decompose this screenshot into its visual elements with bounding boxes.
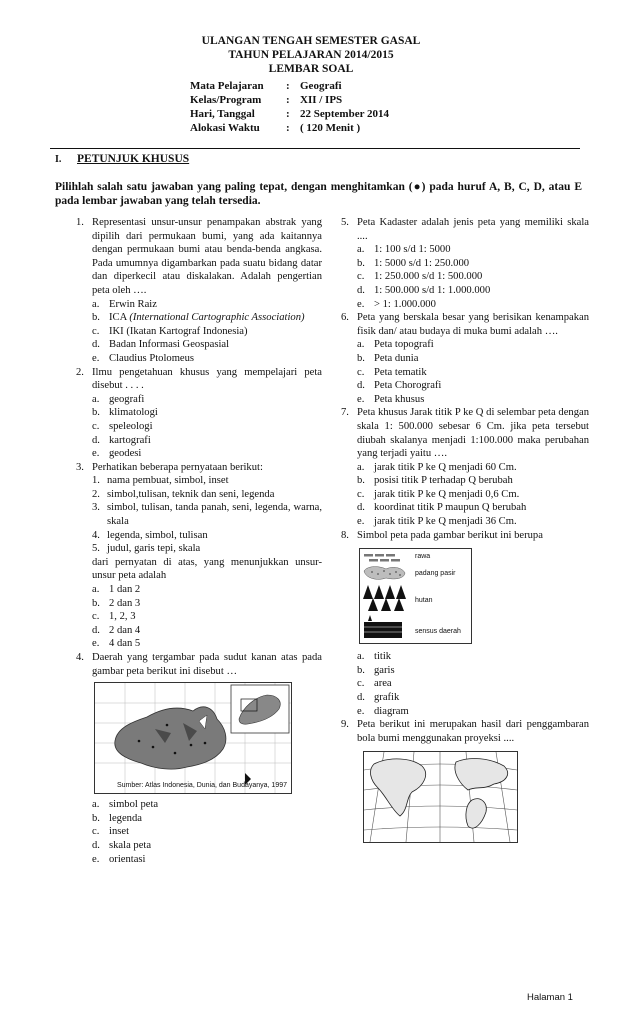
map-caption: Sumber: Atlas Indonesia, Dunia, dan Budayanya, 1997 [116,781,287,789]
option: a. geografi [92,393,145,405]
island-map-icon [95,683,291,793]
option: a. 1 dan 2 [92,584,141,596]
statement: 3. simbol, tulisan, tanda panah, seni, legenda, warna, skala [92,502,322,528]
option: d. koordinat titik P maupun Q berubah [357,502,527,514]
option: b. klimatologi [92,407,158,419]
option: b. 2 dan 3 [92,597,141,609]
statement: 1. nama pembuat, simbol, inset [92,475,229,487]
option: c. 1: 250.000 s/d 1: 500.000 [357,271,483,283]
option: b. ICA (International Cartographic Association) [92,312,305,324]
info-row-subject: Mata Pelajaran : Geografi [190,80,342,92]
option: c. jarak titik P ke Q menjadi 0,6 Cm. [357,488,520,500]
option: e. diagram [357,705,409,717]
header-sheet: LEMBAR SOAL [268,63,354,75]
option: a. Peta topografi [357,339,434,351]
question-6: 6. Peta yang berskala besar yang berisikan kenampakan fisik dan/ atau budaya di muka bumi adalah …. a. Peta topografi b. Peta dunia c. Peta tematik d. Peta Chorografi e. Peta khusus [341,312,589,405]
question-2: 2. Ilmu pengetahuan khusus yang mempelajari peta disebut . . . . a. geografi b. klimatologi c. speleologi d. kartografi e. geodesi [76,366,322,460]
info-row-date: Hari, Tanggal : 22 September 2014 [190,108,390,120]
statement: 4. legenda, simbol, tulisan [92,529,208,541]
option: e. 4 dan 5 [92,638,141,650]
section-heading: I. PETUNJUK KHUSUS [55,153,190,165]
info-row-time: Alokasi Waktu : ( 120 Menit ) [190,122,361,134]
option: b. legenda [92,812,142,824]
question-9: 9. Peta berikut ini merupakan hasil dari penggambaran bola bumi menggunakan proyeksi .... [341,718,589,843]
question-7: 7. Peta khusus Jarak titik P ke Q di selembar peta dengan skala 1: 500.000 sebesar 6 Cm. jika peta tersebut diubah skalanya menjadi 1:100.000 maka perubahan yang terjadi yaitu …. a. jarak titik P ke Q menjadi 60 Cm. b. posisi titik P terhadap Q berubah c. jarak titik P ke Q menjadi 0,6 Cm. d. koordinat titik P maupun Q berubah e. jarak titik P ke Q menjadi 36 Cm. [341,407,589,528]
option: d. 1: 500.000 s/d 1: 1.000.000 [357,284,491,296]
left-column [76,216,322,866]
legend-census: sensus daerah [415,628,461,636]
question-3: 3. Perhatikan beberapa pernyataan berikut: 1. nama pembuat, simbol, inset 2. simbol,tulisan, teknik dan seni, legenda 3. simbol, tulisan, tanda panah, seni, legenda, warna, skala 4. legenda, simbol, tulisan 5. judul, garis tepi, skala dari pernyatan di atas, yang menunjukkan unsur-unsur peta adalah a. 1 dan 2 b. 2 dan 3 c. 1, 2, 3 d. 2 dan 4 e. 4 dan 5 [76,461,322,650]
statement: 2. simbol,tulisan, teknik dan seni, legenda [92,488,275,500]
option: a. simbol peta [92,799,159,811]
question-4: 4. Daerah yang tergambar pada sudut kanan atas pada gambar peta berikut ini disebut … Sumber: Atlas Indonesia, Dunia, dan Budayanya, 1997 a. simbol peta b. legenda c. inset d. skala peta e. orientasi [76,652,322,865]
option: d. Peta Chorografi [357,380,442,392]
option: c. speleologi [92,420,153,432]
option: a. titik [357,651,392,663]
projection-map-icon [364,752,517,842]
instructions: Pilihlah salah satu jawaban yang paling tepat, dengan menghitamkan (●) pada huruf A, B, C, D, atau E pada lembar jawaban yang telah tersedia. [55,181,582,207]
option: a. jarak titik P ke Q menjadi 60 Cm. [357,461,517,473]
option: d. Badan Informasi Geospasial [92,339,230,351]
option: d. grafik [357,692,400,704]
exam-header [0,34,622,76]
option: b. 1: 5000 s/d 1: 250.000 [357,257,470,269]
legend-forest: hutan [415,597,433,605]
option: e. Claudius Ptolomeus [92,352,195,364]
option: d. kartografi [92,434,151,446]
question-1: 1. Representasi unsur-unsur penampakan abstrak yang dipilih dari permukaan bumi, yang ada kaitannya dengan permukaan bumi atau benda-benda angkasa. Pada umumnya digambarkan pada suatu bidang datar dan diperkecil atau diskalakan. Adalah pengertian peta oleh …. a. Erwin Raiz b. ICA (International Cartographic Association) c. IKI (Ikatan Kartograf Indonesia) d. Badan Informasi Geospasial e. Claudius Ptolomeus [76,217,322,364]
page-number: Halaman 1 [527,992,573,1003]
header-year: TAHUN PELAJARAN 2014/2015 [228,49,394,61]
option: e. Peta khusus [357,393,425,405]
option: a. 1: 100 s/d 1: 5000 [357,244,451,256]
option: b. posisi titik P terhadap Q berubah [357,475,513,487]
statement: 5. judul, garis tepi, skala [92,543,201,555]
island-map-figure [94,682,292,794]
option: e. geodesi [92,448,142,460]
legend-swamp: rawa [415,553,431,561]
map-symbol-legend [359,548,472,644]
legend-desert: padang pasir [415,570,456,578]
option: b. Peta dunia [357,352,419,364]
header-title: ULANGAN TENGAH SEMESTER GASAL [201,35,421,47]
info-row-class: Kelas/Program : XII / IPS [190,94,343,106]
header-divider [50,148,580,149]
projection-map-figure [363,751,518,843]
option: d. 2 dan 4 [92,624,141,636]
question-5: 5. Peta Kadaster adalah jenis peta yang memiliki skala .... a. 1: 100 s/d 1: 5000 b. 1: 5000 s/d 1: 250.000 c. 1: 250.000 s/d 1: 500.000 d. 1: 500.000 s/d 1: 1.000.000 e. > 1: 1.000.000 [341,217,589,310]
option: c. IKI (Ikatan Kartograf Indonesia) [92,325,248,337]
question-8: 8. Simbol peta pada gambar berikut ini berupa rawa padang pasir hutan sensus daerah a. titik b. garis c. area d. grafik e. diagram [341,529,589,719]
option: c. Peta tematik [357,366,427,378]
option: b. garis [357,664,395,676]
option: e. jarak titik P ke Q menjadi 36 Cm. [357,516,517,528]
option: c. area [357,678,392,690]
option: c. inset [92,826,130,838]
option: d. skala peta [92,839,152,851]
exam-info [190,79,389,135]
option: e. orientasi [92,853,146,865]
right-column [341,216,589,843]
option: e. > 1: 1.000.000 [357,298,436,310]
option: c. 1, 2, 3 [92,611,136,623]
option: a. Erwin Raiz [92,298,157,310]
